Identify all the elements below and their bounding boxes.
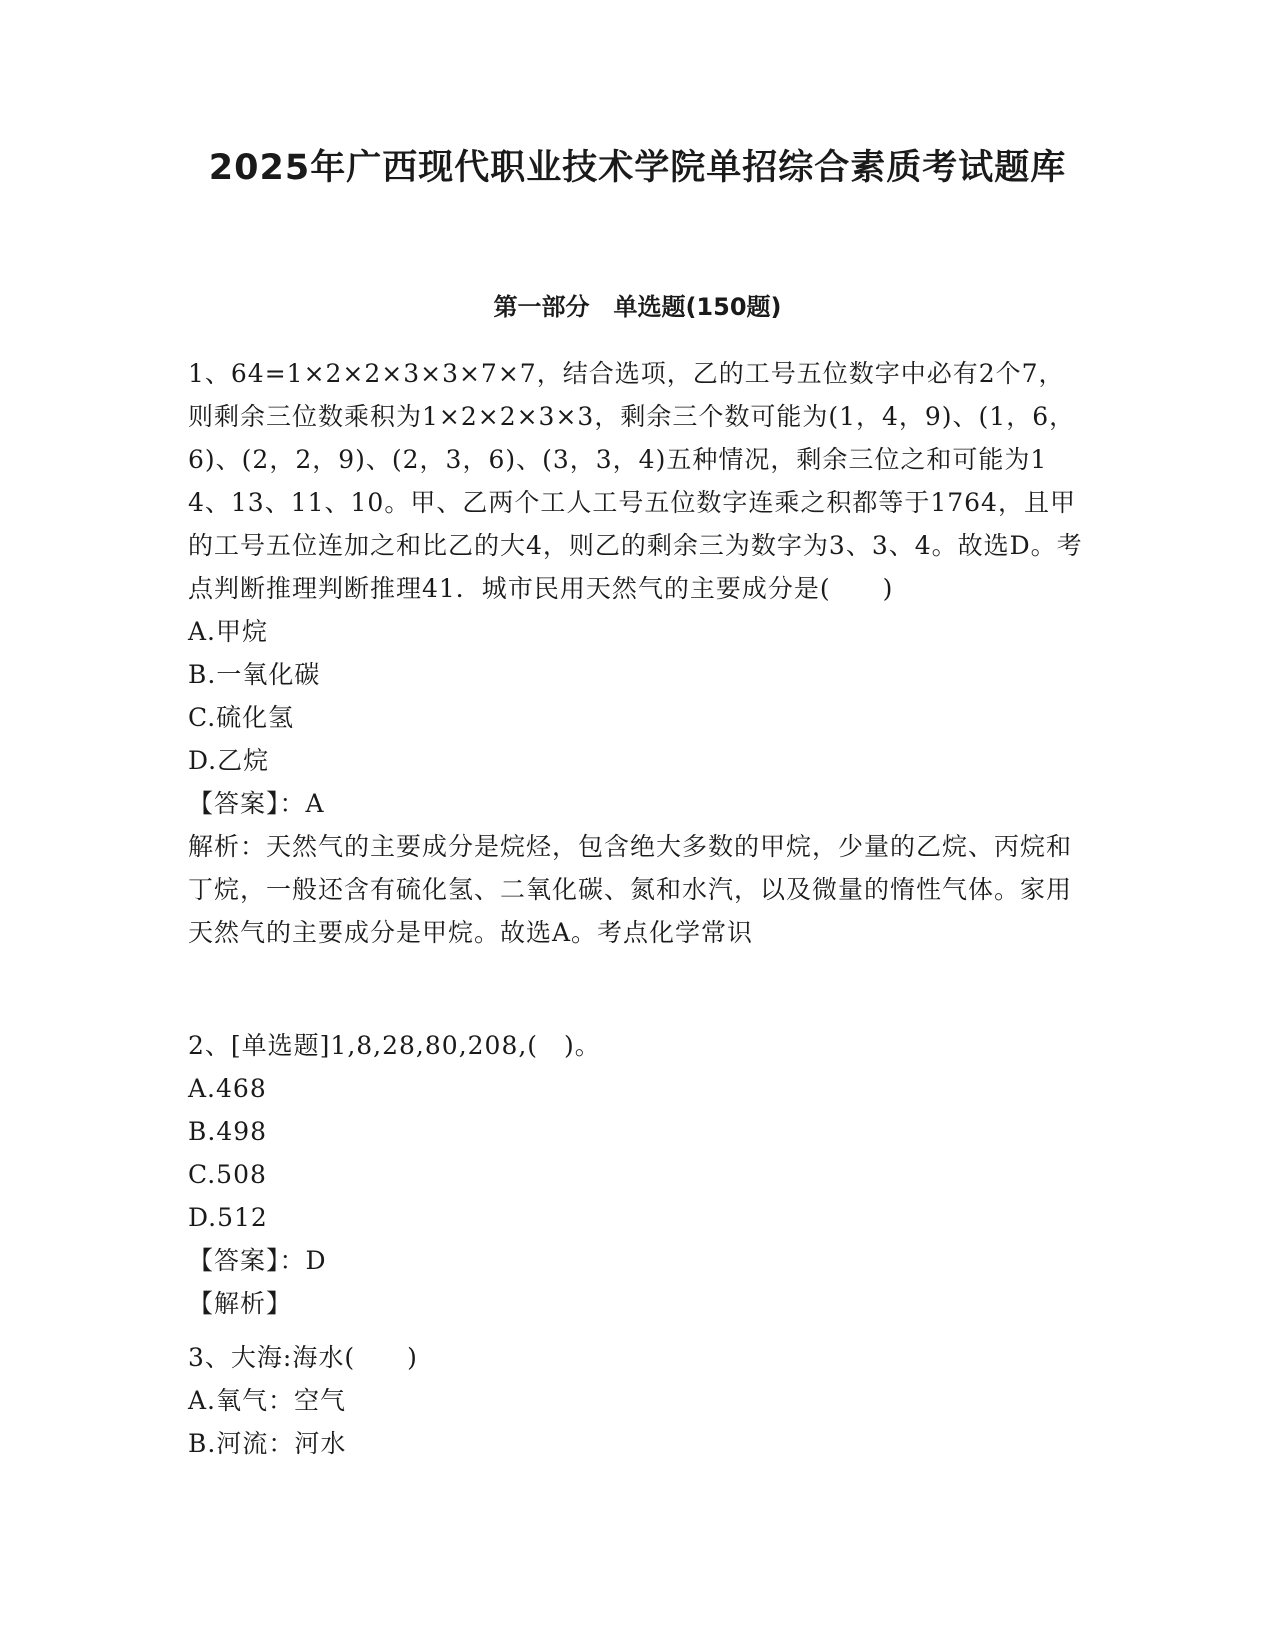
option-c: C.508 (188, 1160, 267, 1189)
question-3 (188, 1336, 1088, 1465)
option-a: A.甲烷 (188, 617, 269, 646)
option-list (188, 610, 1088, 782)
question-stem: 1、64=1×2×2×3×3×7×7，结合选项，乙的工号五位数字中必有2个7，则剩余三位数乘积为1×2×2×3×3，剩余三个数可能为(1，4，9)、(1，6，6)、(2，2，9)、(2，3，6)、(3，3，4)五种情况，剩余三位之和可能为14、13、11、10。甲、乙两个工人工号五位数字连乘之积都等于1764，且甲的工号五位连加之和比乙的大4，则乙的剩余三为数字为3、3、4。故选D。考点判断推理判断推理41．城市民用天然气的主要成分是( ) (188, 359, 1083, 603)
question-stem: 3、大海:海水( ) (188, 1343, 418, 1372)
explanation-text: 解析：天然气的主要成分是烷烃，包含绝大多数的甲烷，少量的乙烷、丙烷和丁烷，一般还含有硫化氢、二氧化碳、氮和水汽，以及微量的惰性气体。家用天然气的主要成分是甲烷。故选A。考点化学常识 (188, 832, 1073, 947)
option-d: D.乙烷 (188, 746, 270, 775)
question-2 (188, 1024, 1088, 1325)
option-d: D.512 (188, 1203, 268, 1232)
option-list (188, 1379, 1088, 1465)
section-heading: 第一部分 单选题(150题) (493, 293, 782, 321)
option-c: C.硫化氢 (188, 703, 295, 732)
option-b: B.498 (188, 1117, 268, 1146)
option-b: B.河流：河水 (188, 1429, 347, 1458)
option-a: A.氧气：空气 (188, 1386, 347, 1415)
answer-line: 【答案】：A (188, 789, 325, 818)
option-list (188, 1067, 1088, 1239)
document-title: 2025年广西现代职业技术学院单招综合素质考试题库 (208, 148, 1067, 188)
question-1 (188, 352, 1088, 954)
question-stem: 2、[单选题]1,8,28,80,208,( )。 (188, 1031, 601, 1060)
option-a: A.468 (188, 1074, 267, 1103)
option-b: B.一氧化碳 (188, 660, 321, 689)
answer-line: 【答案】：D (188, 1246, 327, 1275)
explanation-heading: 【解析】 (188, 1289, 293, 1318)
